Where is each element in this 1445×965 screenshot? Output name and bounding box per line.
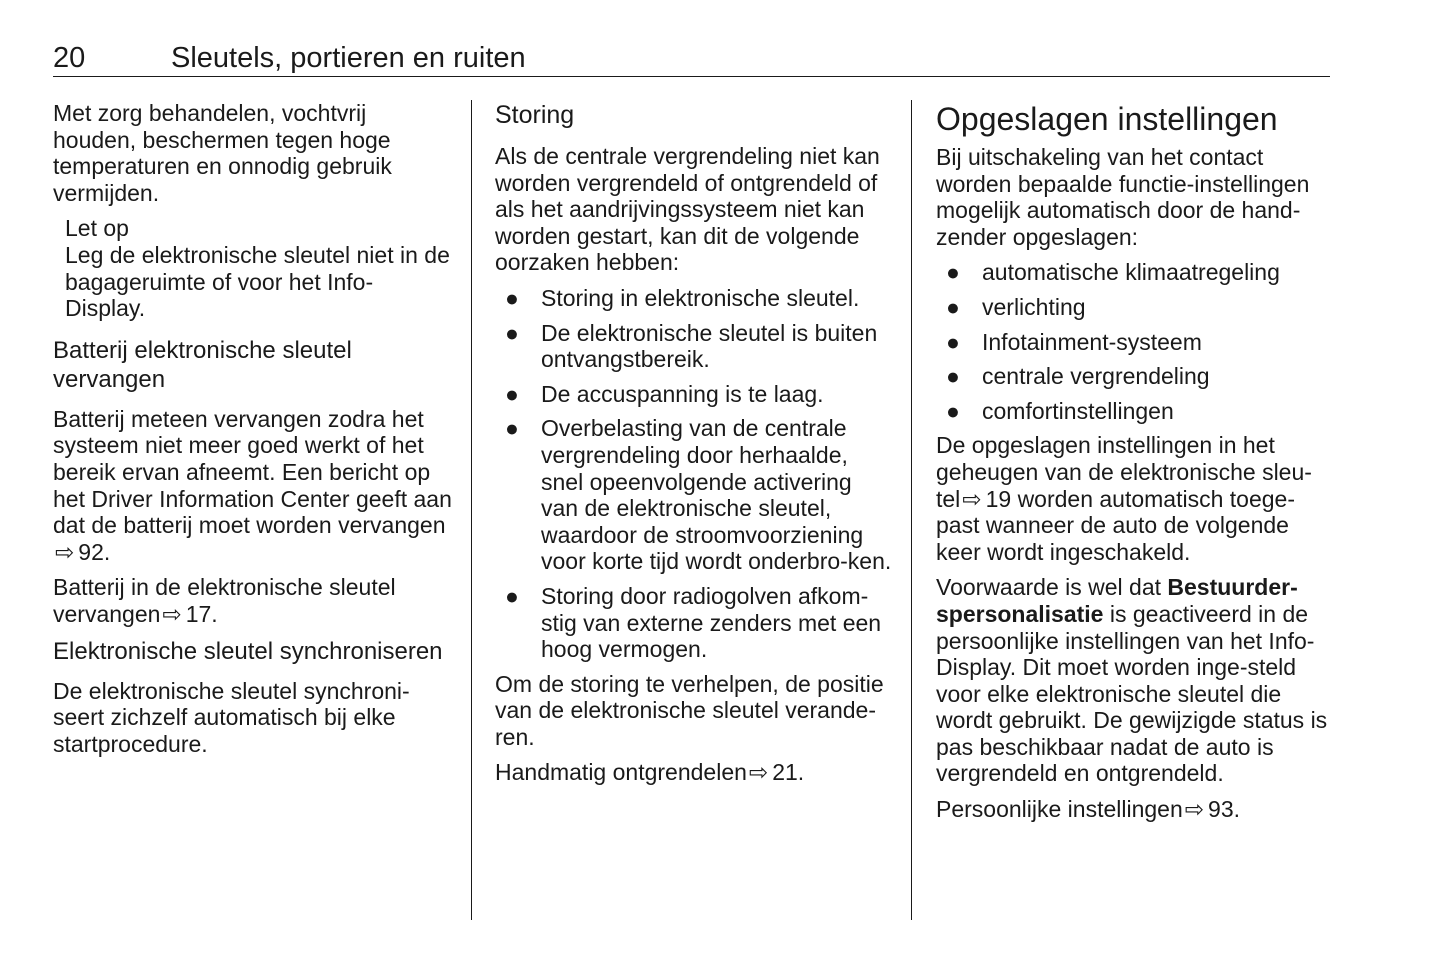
chapter-title: Sleutels, portieren en ruiten <box>171 42 526 74</box>
page-reference[interactable]: 92. <box>78 538 111 565</box>
list-item: ● automatische klimaatregeling <box>946 259 1280 286</box>
section-heading-saved-settings: Opgeslagen instellingen <box>936 101 1278 137</box>
list-item: ● centrale vergrendeling <box>946 363 1210 390</box>
list-item: ● De accuspanning is te laag. <box>505 380 824 407</box>
list-item: ● Storing in elektronische sleutel. <box>505 284 860 311</box>
storing-fix-paragraph: Om de storing te verhelpen, de positie van de elektronische sleutel verande-ren. <box>495 670 884 750</box>
page-header <box>53 40 1330 77</box>
section-heading-battery: Batterij elektronische sleutel vervangen <box>53 336 352 393</box>
column-right <box>936 100 1336 832</box>
bullet-icon: ● <box>505 284 519 311</box>
page-reference[interactable]: 21. <box>772 759 805 786</box>
page-reference-arrow-icon: ⇨ <box>962 485 982 512</box>
bullet-icon: ● <box>946 397 960 424</box>
list-item: ● Storing door radiogolven afkom-stig van externe zenders met een hoog vermogen. <box>505 582 882 663</box>
saved-settings-memory-paragraph: De opgeslagen instellingen in het geheugen van de elektronische sleu-tel⇨ 19 worden automatisch toege-past wanneer de auto de volgende keer wordt ingeschakeld. <box>936 432 1312 565</box>
saved-settings-bullet-list <box>936 259 1336 424</box>
page-reference-arrow-icon: ⇨ <box>748 759 769 786</box>
page-reference[interactable]: 19 <box>985 485 1012 512</box>
column-divider <box>471 100 472 920</box>
page-reference-arrow-icon: ⇨ <box>1184 796 1205 823</box>
intro-paragraph: Met zorg behandelen, vochtvrij houden, beschermen tegen hoge temperaturen en onnodig gebruik vermijden. <box>53 100 392 206</box>
bullet-icon: ● <box>505 380 519 407</box>
note-block <box>65 215 453 321</box>
storing-intro: Als de centrale vergrendeling niet kan worden vergrendeld of ontgrendeld of als het aandrijvingssysteem niet kan worden gestart, kan dit de volgende oorzaken hebben: <box>495 143 880 276</box>
page-reference[interactable]: 17. <box>185 600 218 627</box>
note-text: Leg de elektronische sleutel niet in de bagageruimte of voor het Info-Display. <box>65 241 450 322</box>
bullet-icon: ● <box>946 293 960 320</box>
menu-term: Bestuurder-spersonalisatie <box>936 574 1298 627</box>
sync-paragraph: De elektronische sleutel synchroni-seert zichzelf automatisch bij elke startprocedure. <box>53 677 410 757</box>
personalisation-paragraph: Voorwaarde is wel dat Bestuurder-spersonalisatie is geactiveerd in de persoonlijke instellingen van het Info-Display. Dit moet worden inge-steld voor elke elektronische sleutel die wordt gebruikt. De gewijzigde status is pas beschikbaar nadat de auto is vergrendeld en ontgrendeld. <box>936 574 1328 787</box>
bullet-icon: ● <box>946 363 960 390</box>
manual-unlock-paragraph: Handmatig ontgrendelen⇨ 21. <box>495 759 805 786</box>
note-title: Let op <box>65 215 129 242</box>
list-item: ● verlichting <box>946 293 1086 320</box>
list-item: ● Overbelasting van de centrale vergrendeling door herhaalde, snel opeenvolgende activering van de elektronische sleutel, waardoor de stroomvoorziening voor korte tijd wordt onderbro-ken. <box>505 415 892 575</box>
page-reference[interactable]: 93. <box>1208 796 1241 823</box>
personal-settings-paragraph: Persoonlijke instellingen⇨ 93. <box>936 796 1241 823</box>
page-reference-arrow-icon: ⇨ <box>55 538 75 565</box>
page-reference-arrow-icon: ⇨ <box>162 600 182 627</box>
list-item: ● De elektronische sleutel is buiten ontvangstbereik. <box>505 319 878 373</box>
bullet-icon: ● <box>505 582 519 609</box>
bullet-icon: ● <box>505 319 519 346</box>
bullet-icon: ● <box>946 259 960 286</box>
battery-paragraph: Batterij meteen vervangen zodra het systeem niet meer goed werkt of het bereik ervan afneemt. Een bericht op het Driver Information Center geeft aan dat de batterij moet worden vervangen⇨ 92. <box>53 405 452 565</box>
section-heading-sync: Elektronische sleutel synchroniseren <box>53 637 443 665</box>
list-item: ● Infotainment-systeem <box>946 328 1202 355</box>
column-left <box>53 100 453 766</box>
bullet-icon: ● <box>505 415 519 442</box>
saved-settings-intro: Bij uitschakeling van het contact worden bepaalde functie-instellingen mogelijk automatisch door de hand-zender opgeslagen: <box>936 144 1310 250</box>
storing-bullet-list <box>495 285 895 663</box>
bullet-icon: ● <box>946 328 960 355</box>
column-divider <box>911 100 912 920</box>
page-number: 20 <box>53 42 86 74</box>
battery-replace-paragraph: Batterij in de elektronische sleutel vervangen⇨ 17. <box>53 574 396 627</box>
list-item: ● comfortinstellingen <box>946 397 1174 424</box>
column-middle <box>495 100 895 795</box>
section-heading-storing: Storing <box>495 101 575 129</box>
